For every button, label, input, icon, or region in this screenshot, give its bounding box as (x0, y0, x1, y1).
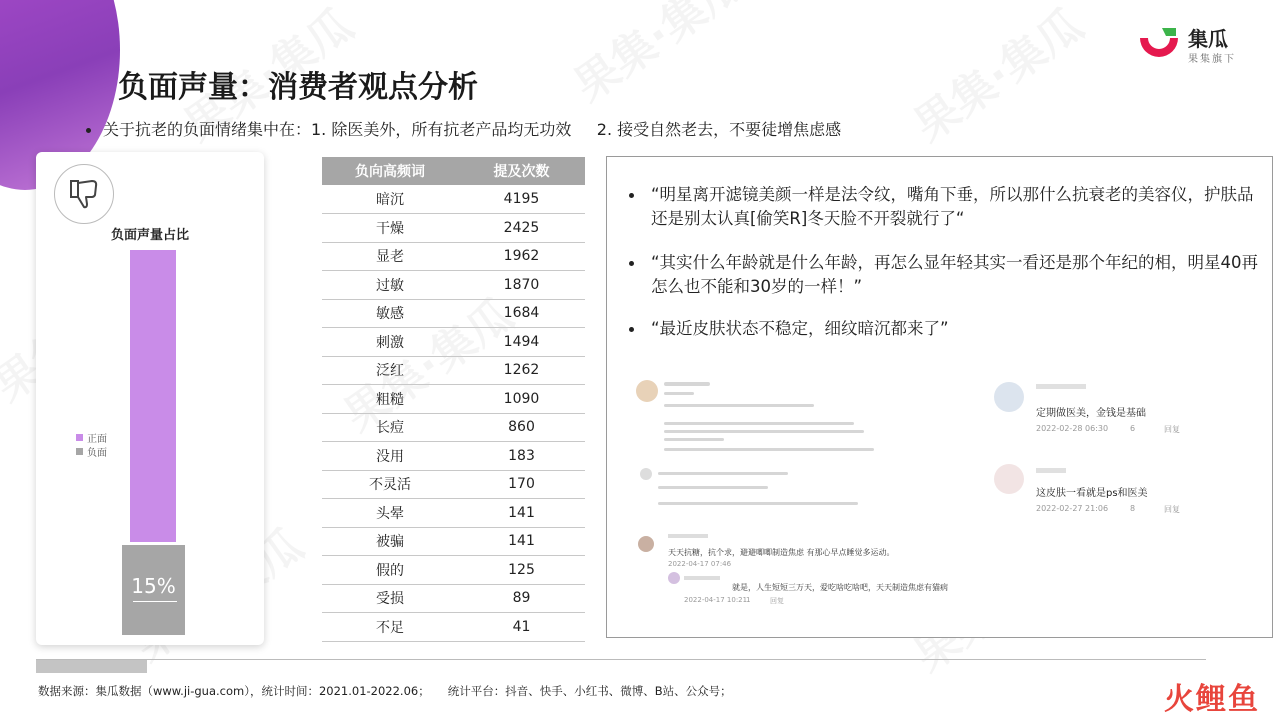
keyword-cell: 受损 (322, 584, 458, 613)
keyword-cell: 假的 (322, 556, 458, 585)
bullet-icon (629, 193, 634, 198)
table-row (322, 271, 585, 300)
commenter-name (668, 534, 708, 538)
summary-text: 关于抗老的负面情绪集中在：1. 除医美外，所有抗老产品均无功效 2. 接受自然老去，不要徒增焦虑感 (103, 120, 842, 139)
like-count: 6 (1130, 424, 1136, 433)
commenter-name (1036, 468, 1066, 473)
count-cell: 1262 (458, 356, 585, 385)
table-row (322, 613, 585, 642)
keyword-cell: 刺激 (322, 328, 458, 357)
summary-line (86, 117, 841, 140)
legend-label: 负面 (87, 447, 107, 459)
bullet-icon (629, 261, 634, 266)
count-cell: 141 (458, 499, 585, 528)
legend-label: 正面 (87, 433, 107, 445)
count-cell: 41 (458, 613, 585, 642)
legend (76, 430, 107, 458)
keyword-cell: 头晕 (322, 499, 458, 528)
count-cell: 2425 (458, 214, 585, 243)
keyword-cell: 过敏 (322, 271, 458, 300)
table-row (322, 584, 585, 613)
count-cell: 4195 (458, 185, 585, 214)
brand-logo (1136, 26, 1236, 66)
reply-link[interactable]: 回复 (1164, 425, 1180, 434)
keyword-table (322, 157, 585, 642)
count-cell: 1870 (458, 271, 585, 300)
keyword-cell: 不足 (322, 613, 458, 642)
avatar (994, 382, 1024, 412)
quote-item (629, 317, 1259, 341)
quote-text: “其实什么年龄就是什么年龄，再怎么显年轻其实一看还是那个年纪的相，明星40再怎么也不能和30岁的一样！” (651, 253, 1259, 296)
like-count: 8 (1130, 504, 1136, 513)
negative-label-underline (133, 601, 177, 602)
quote-item (629, 251, 1259, 299)
page-title: 负面声量：消费者观点分析 (118, 70, 478, 105)
post-text-placeholder (664, 438, 724, 441)
logo-name: 集瓜 (1188, 26, 1228, 51)
logo-subtitle: 果集旗下 (1188, 53, 1236, 65)
table-row (322, 527, 585, 556)
thumbs-down-icon (54, 164, 114, 224)
count-cell: 170 (458, 470, 585, 499)
table-row (322, 242, 585, 271)
quote-text: “明星离开滤镜美颜一样是法令纹，嘴角下垂，所以那什么抗衰老的美容仪，护肤品还是别太认真[偷笑R]冬天脸不开裂就行了“ (651, 185, 1254, 228)
negative-share-card (36, 152, 264, 645)
comment-text: 就是，人生短短三万天，爱吃啥吃啥吧，天天制造焦虑有猫病 (732, 583, 948, 592)
keyword-cell: 泛红 (322, 356, 458, 385)
keyword-cell: 长痘 (322, 413, 458, 442)
keyword-cell: 被骗 (322, 527, 458, 556)
reply-link[interactable]: 回复 (1164, 505, 1180, 514)
table-row (322, 442, 585, 471)
table-row (322, 499, 585, 528)
count-cell: 141 (458, 527, 585, 556)
count-cell: 89 (458, 584, 585, 613)
footer-source (38, 683, 732, 699)
avatar (640, 468, 652, 480)
count-cell: 1684 (458, 299, 585, 328)
avatar (638, 536, 654, 552)
logo-mark-icon (1136, 26, 1182, 66)
legend-item-positive (76, 430, 107, 444)
table-row (322, 299, 585, 328)
progress-fill (36, 660, 147, 673)
quote-text: “最近皮肤状态不稳定，细纹暗沉都来了” (651, 319, 949, 338)
quote-item (629, 183, 1259, 231)
keyword-cell: 粗糙 (322, 385, 458, 414)
like-count: 1 (746, 596, 751, 604)
reply-placeholder (658, 502, 858, 505)
count-cell: 125 (458, 556, 585, 585)
count-cell: 860 (458, 413, 585, 442)
keyword-cell: 不灵活 (322, 470, 458, 499)
table-row (322, 413, 585, 442)
reply-link[interactable]: 回复 (770, 597, 784, 605)
commenter-name (684, 576, 720, 580)
keyword-cell: 敏感 (322, 299, 458, 328)
table-row (322, 556, 585, 585)
avatar (636, 380, 658, 402)
commenter-name (1036, 384, 1086, 389)
watermark (559, 0, 754, 113)
table-row (322, 214, 585, 243)
table-row (322, 185, 585, 214)
comment-date: 2022-04-17 10:21 (684, 596, 748, 604)
post-meta-placeholder (664, 392, 694, 395)
table-row (322, 356, 585, 385)
bullet-icon (629, 327, 634, 332)
column-header-keyword: 负向高频词 (322, 157, 458, 185)
progress-track (36, 659, 1206, 673)
keyword-cell: 干燥 (322, 214, 458, 243)
keyword-cell: 暗沉 (322, 185, 458, 214)
keyword-table-body (322, 185, 585, 641)
count-cell: 183 (458, 442, 585, 471)
platform-text: 统计平台：抖音、快手、小红书、微博、B站、公众号； (447, 684, 732, 698)
social-screenshot-left (628, 376, 948, 608)
watermark (899, 0, 1094, 153)
comment-text: 定期做医美，金钱是基础 (1036, 408, 1146, 419)
comment-text: 这皮肤一看就是ps和医美 (1036, 488, 1148, 499)
count-cell: 1090 (458, 385, 585, 414)
comment-date: 2022-02-28 06:30 (1036, 424, 1109, 433)
negative-share-label: 15% (131, 574, 176, 598)
avatar (994, 464, 1024, 494)
share-title: 负面声量占比 (110, 228, 189, 243)
table-row (322, 470, 585, 499)
legend-item-negative (76, 444, 107, 458)
source-text: 数据来源：集瓜数据（www.ji-gua.com），统计时间：2021.01-2022.06； (38, 684, 430, 698)
keyword-cell: 没用 (322, 442, 458, 471)
positive-bar (130, 250, 176, 542)
post-text-placeholder (664, 430, 864, 433)
social-screenshot-right (990, 376, 1248, 526)
legend-swatch (76, 434, 83, 441)
keyword-cell: 显老 (322, 242, 458, 271)
column-header-count: 提及次数 (458, 157, 585, 185)
comment-date: 2022-02-27 21:06 (1036, 504, 1109, 513)
post-text-placeholder (664, 422, 854, 425)
count-cell: 1962 (458, 242, 585, 271)
table-row (322, 328, 585, 357)
reply-placeholder (658, 486, 768, 489)
site-watermark-logo: 火鲤鱼 (1164, 682, 1260, 717)
username-placeholder (664, 382, 710, 386)
bullet-icon (86, 128, 91, 133)
table-row (322, 385, 585, 414)
avatar (668, 572, 680, 584)
legend-swatch (76, 448, 83, 455)
comment-text: 天天抗糖，抗个求，避避唧唧制造焦虑 有那心早点睡觉多运动。 (668, 548, 895, 557)
comment-date: 2022-04-17 07:46 (668, 560, 732, 568)
table-header-row (322, 157, 585, 185)
post-text-placeholder (664, 448, 874, 451)
count-cell: 1494 (458, 328, 585, 357)
post-text-placeholder (664, 404, 814, 407)
reply-placeholder (658, 472, 788, 475)
